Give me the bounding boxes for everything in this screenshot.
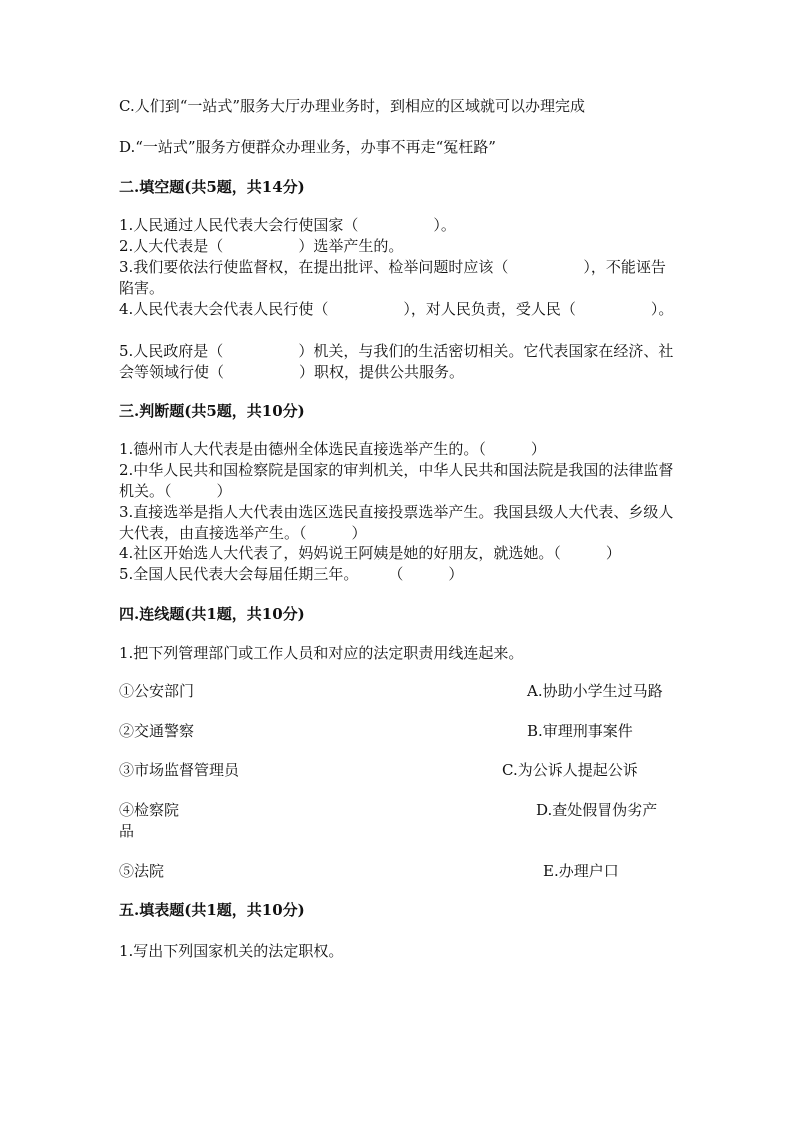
true-false-q2: 2.中华人民共和国检察院是国家的审判机关，中华人民共和国法院是我国的法律监督机关。（ ） xyxy=(119,461,674,500)
option-c: C.人们到“一站式”服务大厅办理业务时，到相应的区域就可以办理完成 xyxy=(119,97,586,115)
section-heading-true-false: 三.判断题(共5题，共10分) xyxy=(119,402,305,420)
matching-left-item: ⑤法院 xyxy=(119,862,165,880)
fill-blank-q3: 3.我们要依法行使监督权，在提出批评、检举问题时应该（ ），不能诬告陷害。 xyxy=(119,258,666,297)
option-d: D.“一站式”服务方便群众办理业务，办事不再走“冤枉路” xyxy=(119,138,496,156)
matching-left-item: ③市场监督管理员 xyxy=(119,761,240,779)
table-instruction: 1.写出下列国家机关的法定职权。 xyxy=(119,942,344,960)
matching-right-item: C.为公诉人提起公诉 xyxy=(502,761,638,779)
fill-blank-q2: 2.人大代表是（ ）选举产生的。 xyxy=(119,237,404,255)
fill-blank-q5: 5.人民政府是（ ）机关，与我们的生活密切相关。它代表国家在经济、社会等领域行使（ ）职权，提供公共服务。 xyxy=(119,342,674,381)
matching-left-item: ①公安部门 xyxy=(119,682,195,700)
matching-right-item: A.协助小学生过马路 xyxy=(527,682,663,700)
matching-right-item: E.办理户口 xyxy=(543,862,619,880)
true-false-q1: 1.德州市人大代表是由德州全体选民直接选举产生的。（ ） xyxy=(119,440,546,458)
matching-right-item-wrap: 品 xyxy=(119,822,135,840)
matching-instruction: 1.把下列管理部门或工作人员和对应的法定职责用线连起来。 xyxy=(119,644,524,662)
matching-right-item: D.查处假冒伪劣产 xyxy=(536,801,658,819)
section-heading-matching: 四.连线题(共1题，共10分) xyxy=(119,605,305,623)
section-heading-table: 五.填表题(共1题，共10分) xyxy=(119,901,305,919)
true-false-q3: 3.直接选举是指人大代表由选区选民直接投票选举产生。我国县级人大代表、乡级人大代表，由直接选举产生。（ ） xyxy=(119,503,674,542)
matching-right-item: B.审理刑事案件 xyxy=(527,722,633,740)
section-heading-fill-blank: 二.填空题(共5题，共14分) xyxy=(119,178,305,196)
matching-left-item: ②交通警察 xyxy=(119,722,195,740)
true-false-q5: 5.全国人民代表大会每届任期三年。 （ ） xyxy=(119,565,464,583)
fill-blank-q4: 4.人民代表大会代表人民行使（ ），对人民负责，受人民（ ）。 xyxy=(119,300,674,318)
true-false-q4: 4.社区开始选人大代表了，妈妈说王阿姨是她的好朋友，就选她。（ ） xyxy=(119,544,621,562)
matching-left-item: ④检察院 xyxy=(119,801,180,819)
fill-blank-q1: 1.人民通过人民代表大会行使国家（ ）。 xyxy=(119,216,456,234)
